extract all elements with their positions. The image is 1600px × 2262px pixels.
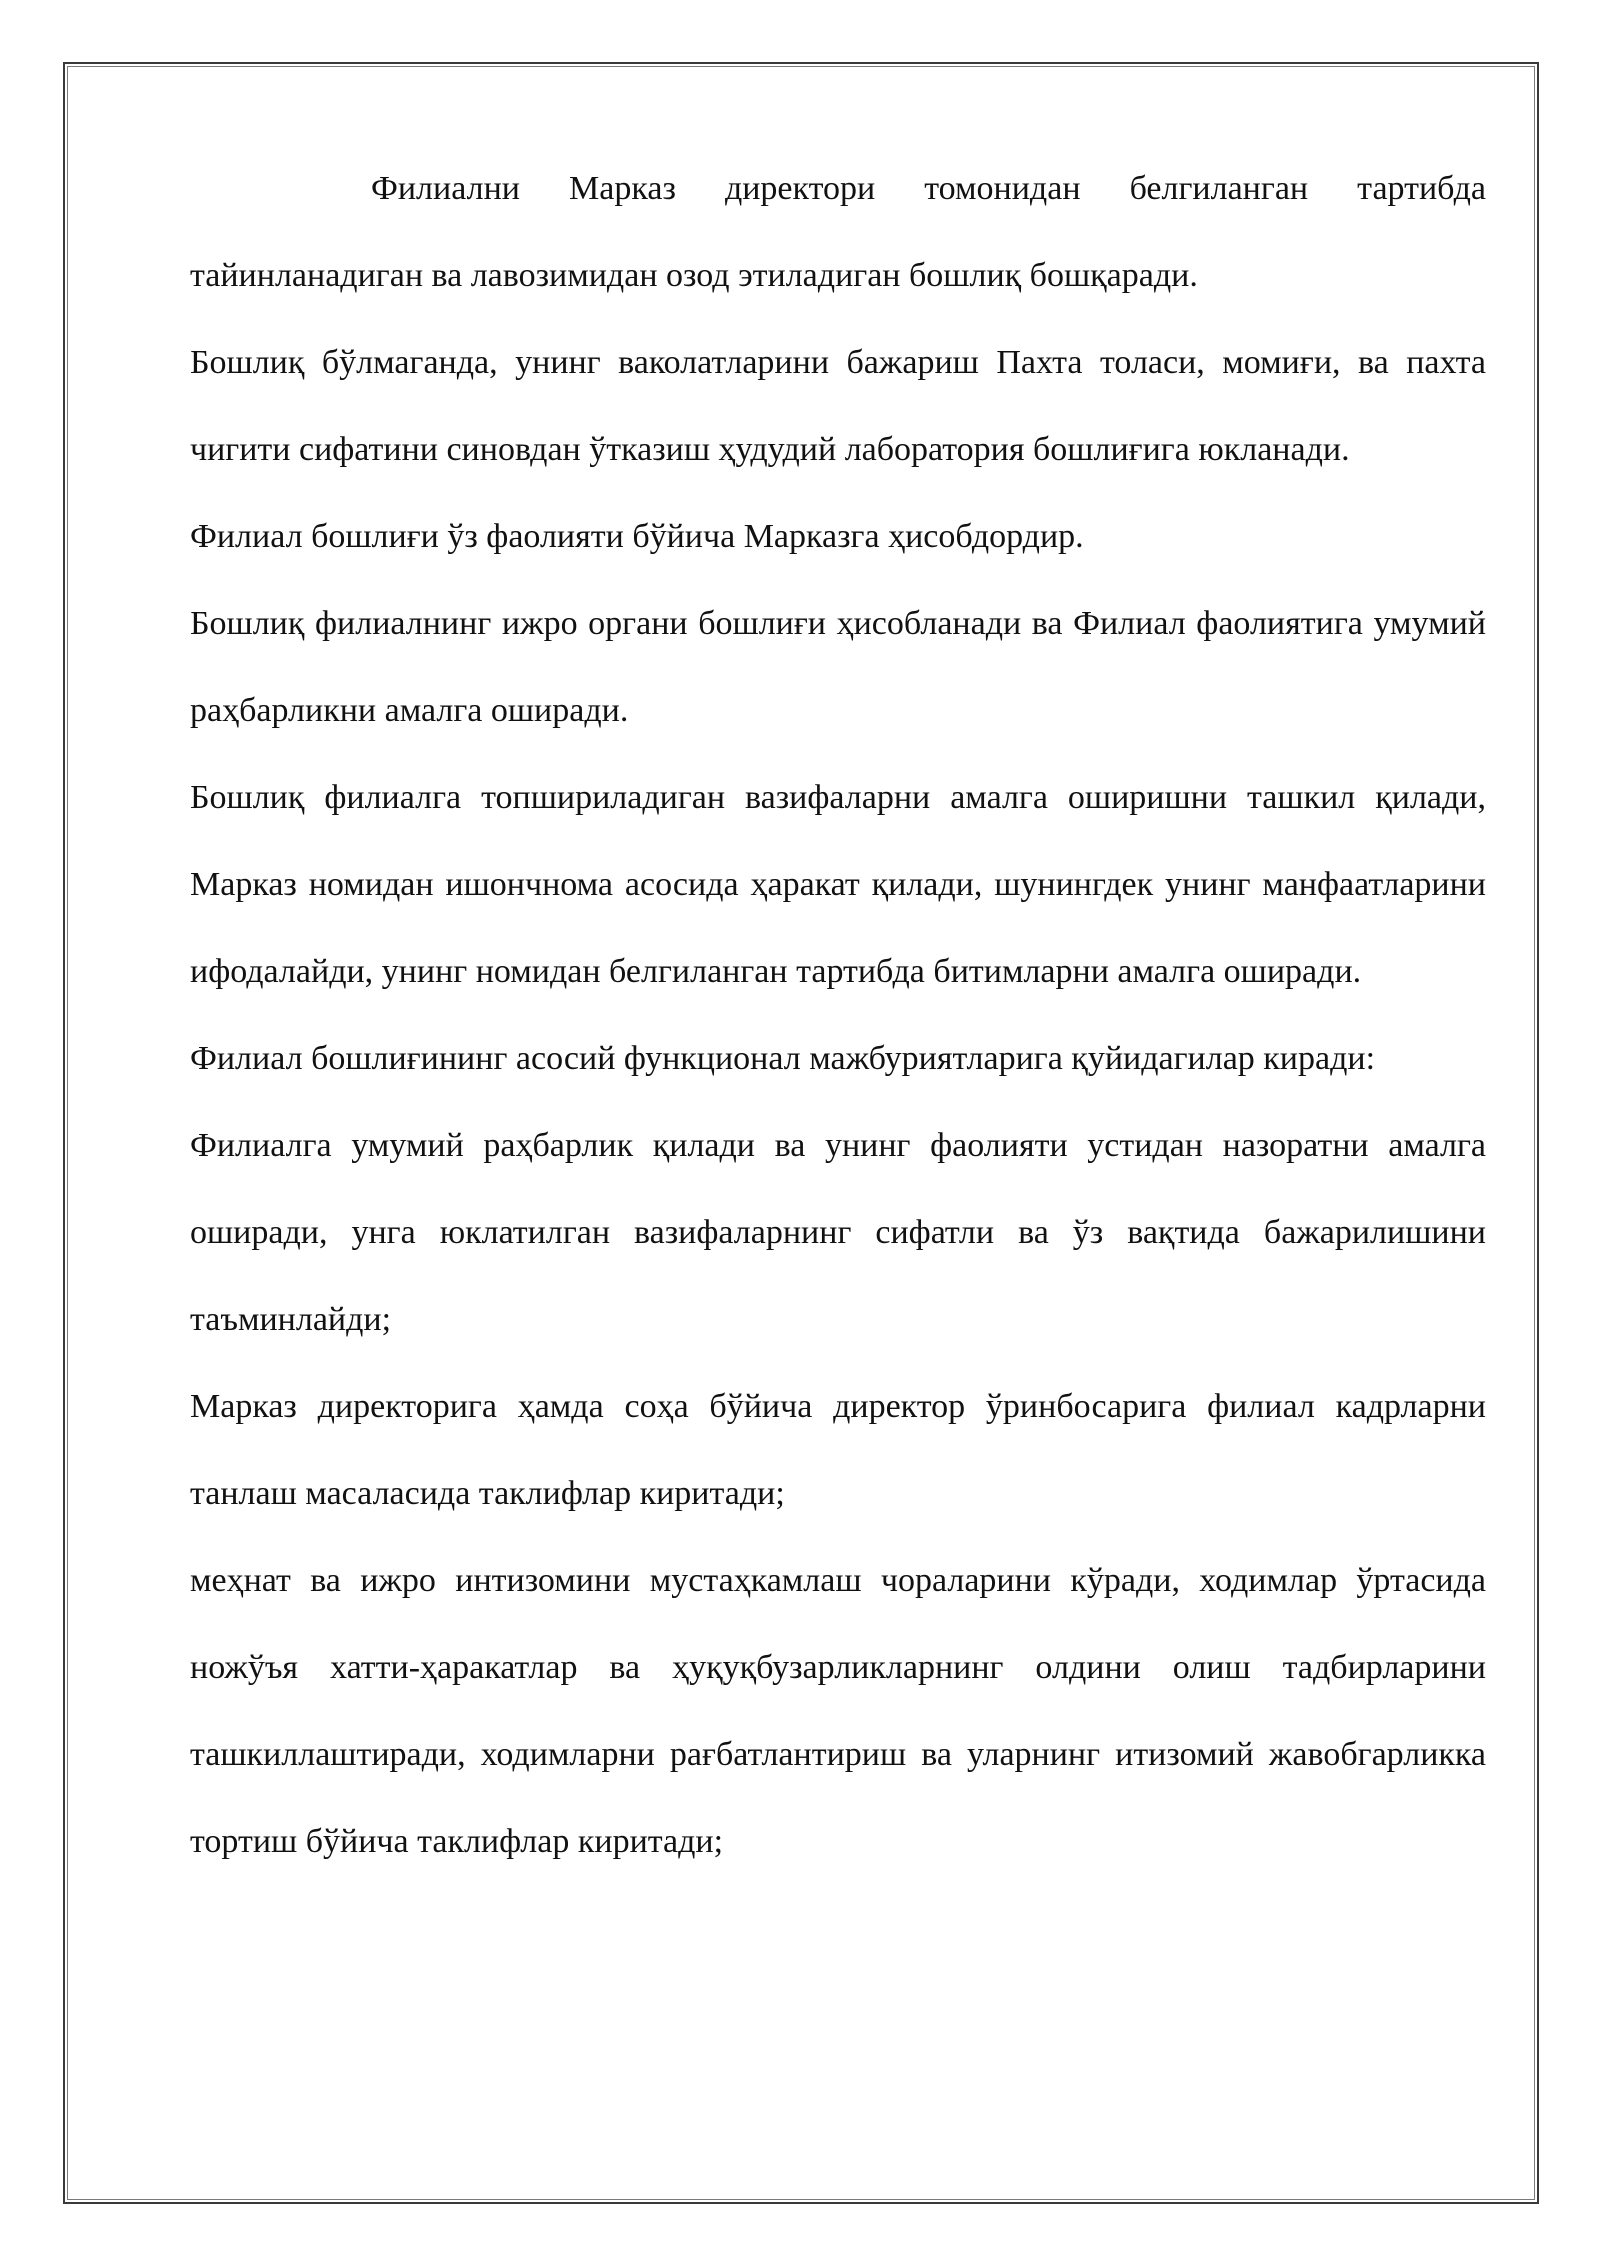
paragraph: Филиал бошлиғи ўз фаолияти бўйича Марказга ҳисобдордир. xyxy=(190,518,1084,555)
paragraph: Бошлиқ филиалнинг ижро органи бошлиғи ҳисобланади ва Филиал фаолиятига умумий раҳбарликни амалга оширади. xyxy=(190,605,1486,729)
paragraph: Бошлиқ бўлмаганда, унинг ваколатларини бажариш Пахта толаси, момиғи, ва пахта чигити сифатини синовдан ўтказиш ҳудудий лаборатория бошлиғига юкланади. xyxy=(190,344,1486,468)
paragraph: меҳнат ва ижро интизомини мустаҳкамлаш чораларини кўради, ходимлар ўртасида ножўъя хатти-ҳаракатлар ва ҳуқуқбузарликларнинг олдини олиш тадбирларини ташкиллаштиради, ходимларни рағбатлантириш ва уларнинг итизомий жавобгарликка тортиш бўйича таклифлар киритади; xyxy=(190,1562,1486,1860)
paragraph: Филиални Марказ директори томонидан белгиланган тартибда тайинланадиган ва лавозимидан озод этиладиган бошлиқ бошқаради. xyxy=(190,170,1486,294)
paragraph: Бошлиқ филиалга топшириладиган вазифаларни амалга оширишни ташкил қилади, Марказ номидан ишончнома асосида ҳаракат қилади, шунингдек унинг манфаатларини ифодалайди, унинг номидан белгиланган тартибда битимларни амалга оширади. xyxy=(190,779,1486,990)
paragraph: Филиалга умумий раҳбарлик қилади ва унинг фаолияти устидан назоратни амалга оширади, унга юклатилган вазифаларнинг сифатли ва ўз вақтида бажарилишини таъминлайди; xyxy=(190,1127,1486,1338)
paragraph: Марказ директорига ҳамда соҳа бўйича директор ўринбосарига филиал кадрларни танлаш масаласида таклифлар киритади; xyxy=(190,1388,1486,1512)
paragraph: Филиал бошлиғининг асосий функционал мажбуриятларига қуйидагилар киради: xyxy=(190,1040,1376,1077)
document-body xyxy=(190,145,1486,1885)
